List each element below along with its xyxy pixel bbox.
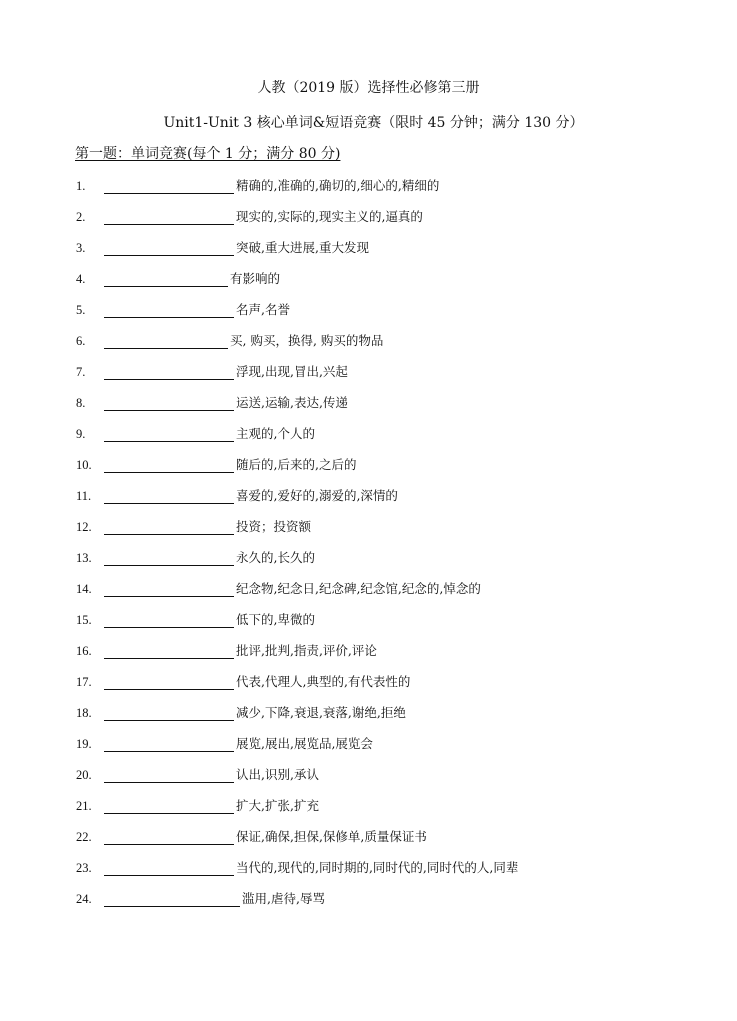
item-number: 20. — [76, 768, 92, 782]
list-item — [0, 673, 737, 704]
item-meaning: 现实的,实际的,现实主义的,逼真的 — [236, 209, 423, 224]
item-meaning: 喜爱的,爱好的,溺爱的,深情的 — [236, 488, 398, 503]
item-meaning: 批评,批判,指责,评价,评论 — [236, 643, 377, 658]
item-number: 22. — [76, 830, 92, 844]
answer-blank[interactable] — [104, 642, 234, 659]
list-item — [0, 363, 737, 394]
item-number: 1. — [76, 179, 86, 193]
list-item — [0, 518, 737, 549]
vocabulary-list — [0, 177, 737, 921]
item-number: 5. — [76, 303, 86, 317]
item-meaning: 有影响的 — [230, 271, 281, 286]
item-meaning: 当代的,现代的,同时期的,同时代的,同时代的人,同辈 — [236, 860, 519, 875]
item-number: 2. — [76, 210, 86, 224]
item-meaning: 运送,运输,表达,传递 — [236, 395, 348, 410]
list-item — [0, 580, 737, 611]
item-meaning: 精确的,准确的,确切的,细心的,精细的 — [236, 178, 440, 193]
item-meaning: 浮现,出现,冒出,兴起 — [236, 364, 348, 379]
list-item — [0, 487, 737, 518]
item-number: 15. — [76, 613, 92, 627]
item-meaning: 投资；投资额 — [236, 519, 312, 534]
answer-blank[interactable] — [104, 518, 234, 535]
list-item — [0, 332, 737, 363]
item-number: 4. — [76, 272, 86, 286]
item-number: 19. — [76, 737, 92, 751]
list-item — [0, 859, 737, 890]
list-item — [0, 766, 737, 797]
list-item — [0, 735, 737, 766]
item-meaning: 买, 购买，换得, 购买的物品 — [230, 333, 384, 348]
item-meaning: 保证,确保,担保,保修单,质量保证书 — [236, 829, 427, 844]
item-number: 13. — [76, 551, 92, 565]
item-meaning: 扩大,扩张,扩充 — [236, 798, 319, 813]
answer-blank[interactable] — [104, 704, 234, 721]
answer-blank[interactable] — [104, 177, 234, 194]
item-number: 23. — [76, 861, 92, 875]
item-number: 16. — [76, 644, 92, 658]
answer-blank[interactable] — [104, 859, 234, 876]
list-item — [0, 425, 737, 456]
item-meaning: 永久的,长久的 — [236, 550, 315, 565]
answer-blank[interactable] — [104, 301, 234, 318]
item-meaning: 认出,识别,承认 — [236, 767, 319, 782]
document-subtitle: Unit1-Unit 3 核心单词&短语竞赛（限时 45 分钟；满分 130 分） — [163, 115, 584, 131]
item-number: 14. — [76, 582, 92, 596]
answer-blank[interactable] — [104, 208, 234, 225]
item-number: 8. — [76, 396, 86, 410]
item-meaning: 名声,名誉 — [236, 302, 290, 317]
answer-blank[interactable] — [104, 425, 234, 442]
list-item — [0, 549, 737, 580]
item-meaning: 随后的,后来的,之后的 — [236, 457, 357, 472]
list-item — [0, 270, 737, 301]
list-item — [0, 301, 737, 332]
list-item — [0, 177, 737, 208]
item-number: 11. — [76, 489, 92, 503]
answer-blank[interactable] — [104, 673, 234, 690]
list-item — [0, 704, 737, 735]
section-heading-text: 第一题：单词竞赛(每个 1 分；满分 80 分) — [75, 146, 341, 162]
item-meaning: 低下的,卑微的 — [236, 612, 315, 627]
answer-blank[interactable] — [104, 487, 234, 504]
answer-blank[interactable] — [104, 766, 234, 783]
item-meaning: 减少,下降,衰退,衰落,谢绝,拒绝 — [236, 705, 406, 720]
document-title: 人教（2019 版）选择性必修第三册 — [257, 80, 480, 96]
item-meaning: 展览,展出,展览品,展览会 — [236, 736, 373, 751]
answer-blank[interactable] — [104, 735, 234, 752]
list-item — [0, 394, 737, 425]
list-item — [0, 828, 737, 859]
answer-blank[interactable] — [104, 239, 234, 256]
answer-blank[interactable] — [104, 580, 234, 597]
answer-blank[interactable] — [104, 828, 234, 845]
item-number: 7. — [76, 365, 86, 379]
answer-blank[interactable] — [104, 797, 234, 814]
item-meaning: 突破,重大进展,重大发现 — [236, 240, 369, 255]
item-meaning: 纪念物,纪念日,纪念碑,纪念馆,纪念的,悼念的 — [236, 581, 481, 596]
answer-blank[interactable] — [104, 611, 234, 628]
item-number: 18. — [76, 706, 92, 720]
item-meaning: 主观的,个人的 — [236, 426, 315, 441]
list-item — [0, 456, 737, 487]
answer-blank[interactable] — [104, 456, 234, 473]
item-number: 10. — [76, 458, 92, 472]
list-item — [0, 797, 737, 828]
answer-blank[interactable] — [104, 332, 228, 349]
answer-blank[interactable] — [104, 890, 240, 907]
list-item — [0, 890, 737, 921]
item-number: 6. — [76, 334, 86, 348]
list-item — [0, 208, 737, 239]
answer-blank[interactable] — [104, 363, 234, 380]
item-meaning: 滥用,虐待,辱骂 — [242, 891, 325, 906]
section-heading — [75, 145, 340, 163]
list-item — [0, 239, 737, 270]
answer-blank[interactable] — [104, 549, 234, 566]
answer-blank[interactable] — [104, 270, 228, 287]
answer-blank[interactable] — [104, 394, 234, 411]
item-number: 3. — [76, 241, 86, 255]
item-number: 17. — [76, 675, 92, 689]
item-number: 21. — [76, 799, 92, 813]
item-number: 12. — [76, 520, 92, 534]
item-number: 24. — [76, 892, 92, 906]
item-meaning: 代表,代理人,典型的,有代表性的 — [236, 674, 411, 689]
list-item — [0, 642, 737, 673]
item-number: 9. — [76, 427, 86, 441]
list-item — [0, 611, 737, 642]
